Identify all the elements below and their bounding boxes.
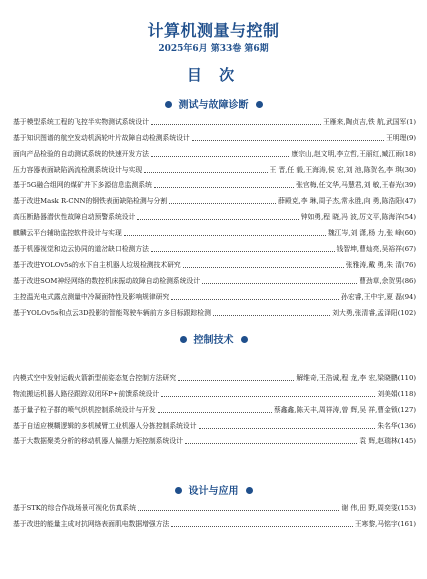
entry-authors-page bbox=[359, 435, 416, 447]
entry-page: 94 bbox=[404, 292, 414, 301]
entry-page: 145 bbox=[400, 437, 414, 446]
paren-close: ) bbox=[413, 133, 416, 142]
entry-page: 47 bbox=[404, 197, 414, 206]
entry-authors: 钱智坤,曹灿亮,吴裕祥 bbox=[336, 245, 403, 254]
entry-authors-page bbox=[359, 275, 416, 287]
bullet-dot-icon bbox=[175, 487, 182, 494]
paren-close: ) bbox=[413, 503, 416, 512]
paren-close: ) bbox=[413, 519, 416, 528]
dot-leader bbox=[137, 219, 298, 220]
paren-open: ( bbox=[402, 245, 405, 254]
section-entries-design bbox=[13, 498, 416, 530]
paren-close: ) bbox=[413, 292, 416, 301]
entry-authors-page bbox=[346, 259, 416, 271]
entry-authors: 王雁来,陶贞吉,铁 航,武国军 bbox=[322, 117, 407, 126]
paren-open: ( bbox=[397, 389, 401, 398]
paren-close: ) bbox=[413, 389, 416, 398]
toc-entry[interactable] bbox=[13, 239, 416, 255]
paren-open: ( bbox=[397, 437, 401, 446]
entry-title: 基于机器视觉和边云协同的道岔缺口检测方法 bbox=[13, 245, 149, 254]
paren-close: ) bbox=[413, 373, 416, 382]
paren-close: ) bbox=[413, 149, 416, 158]
toc-entry[interactable] bbox=[13, 128, 416, 144]
paren-open: ( bbox=[397, 503, 401, 512]
entry-authors-page bbox=[328, 227, 416, 239]
entry-authors: 朱名华 bbox=[377, 421, 398, 430]
entry-page: 54 bbox=[404, 213, 414, 222]
toc-entry[interactable] bbox=[13, 271, 416, 287]
paren-open: ( bbox=[402, 165, 405, 174]
section-entries-control bbox=[13, 368, 416, 447]
entry-authors-page bbox=[270, 164, 416, 176]
bullet-dot-icon bbox=[256, 101, 263, 108]
dot-leader bbox=[171, 526, 352, 527]
entry-page: 118 bbox=[400, 389, 414, 398]
paren-close: ) bbox=[413, 405, 416, 414]
entry-page: 86 bbox=[404, 276, 414, 285]
entry-authors: 曹劲草,余贺男 bbox=[359, 276, 403, 285]
dot-leader bbox=[192, 140, 384, 141]
entry-authors-page bbox=[377, 420, 416, 432]
entry-title: 基于自适应模糊逻辑的多机械臂工业机器人分拣控制系统设计 bbox=[13, 421, 197, 430]
dot-leader bbox=[154, 187, 294, 188]
toc-entry[interactable] bbox=[13, 160, 416, 176]
entry-authors: 张雅涛,戴 勇,朱 清 bbox=[345, 260, 403, 269]
entry-authors: 孙宏睿,王中宇,夏 磊 bbox=[341, 292, 403, 301]
dot-leader bbox=[171, 299, 339, 300]
entry-authors: 谢 伟,田 野,周奕雯 bbox=[341, 503, 398, 512]
paren-close: ) bbox=[413, 181, 416, 190]
paren-open: ( bbox=[406, 117, 410, 126]
paren-open: ( bbox=[402, 213, 405, 222]
dot-leader bbox=[183, 267, 344, 268]
toc-entry[interactable] bbox=[13, 400, 416, 416]
toc-entry[interactable] bbox=[13, 303, 416, 319]
entry-title: 基于知识图谱的航空发动机涡轮叶片故障自动检测系统设计 bbox=[13, 133, 190, 142]
dot-leader bbox=[158, 412, 272, 413]
entry-authors-page bbox=[296, 372, 416, 384]
entry-authors: 康宗山,赵文明,李立哲,王丽红,臧江雨 bbox=[291, 149, 403, 158]
entry-authors-page bbox=[323, 116, 416, 128]
paren-close: ) bbox=[413, 437, 416, 446]
paren-close: ) bbox=[413, 229, 416, 238]
entry-page: 1 bbox=[409, 117, 414, 126]
paren-open: ( bbox=[397, 308, 401, 317]
entry-authors: 刘大勇,张清睿,孟泽阳 bbox=[332, 308, 398, 317]
entry-title: 基于量子粒子群的喷气织机控制系统设计与开发 bbox=[13, 405, 156, 414]
entry-page: 102 bbox=[400, 308, 414, 317]
toc-heading: 目 次 bbox=[186, 66, 241, 84]
dot-leader bbox=[185, 443, 357, 444]
issue-line: 2025年6月 第33卷 第6期 bbox=[158, 44, 269, 54]
entry-authors-page bbox=[341, 291, 416, 303]
toc-entry[interactable] bbox=[13, 176, 416, 192]
section-title: 控制技术 bbox=[193, 335, 234, 346]
journal-title: 计算机测量与控制 bbox=[147, 21, 280, 40]
toc-entry[interactable] bbox=[13, 514, 416, 530]
entry-title: 基于改进的能量主成对抗网络表面肌电数据增强方法 bbox=[13, 519, 170, 528]
paren-open: ( bbox=[406, 133, 410, 142]
entry-authors: 王 晋,任 毅,王海涛,侯 宏,刘 池,陈贺名,李 琪 bbox=[269, 165, 403, 174]
bullet-dot-icon bbox=[165, 101, 172, 108]
toc-entry[interactable] bbox=[13, 255, 416, 271]
entry-title: 面向产品检验的自动测试系统的快速开发方法 bbox=[13, 149, 149, 158]
paren-open: ( bbox=[402, 276, 405, 285]
dot-leader bbox=[151, 124, 321, 125]
paren-open: ( bbox=[402, 292, 405, 301]
entry-authors-page bbox=[377, 388, 416, 400]
entry-authors-page bbox=[341, 502, 416, 514]
entry-authors: 蔡鑫鑫,陈天丰,周祥涛,曾 辉,吴 祥,曹金锁 bbox=[273, 405, 398, 414]
entry-authors-page bbox=[337, 243, 416, 255]
section-title: 测试与故障诊断 bbox=[178, 100, 249, 111]
entry-authors: 刘美娟 bbox=[377, 389, 398, 398]
entry-title: 基于YOLOv5s和点云3D投影的智能驾驶车辆前方多目标跟踪检测 bbox=[13, 308, 211, 317]
paren-open: ( bbox=[402, 149, 405, 158]
entry-authors: 张官梅,任文华,马慧君,刘 敏,王春光 bbox=[296, 181, 403, 190]
section-header-testing bbox=[0, 96, 427, 111]
entry-authors-page bbox=[332, 307, 416, 319]
entry-title: 基于大数据聚类分析的移动机器人偏摆力矩控制系统设计 bbox=[13, 437, 183, 446]
bullet-dot-icon bbox=[180, 336, 187, 343]
paren-open: ( bbox=[402, 181, 405, 190]
dot-leader bbox=[151, 251, 335, 252]
bullet-dot-icon bbox=[241, 336, 248, 343]
entry-title: 压力容器表面缺陷涡流检测系统设计与实现 bbox=[13, 165, 143, 174]
entry-authors: 王明理 bbox=[385, 133, 407, 142]
dot-leader bbox=[151, 156, 289, 157]
entry-title: 主控温光电式露点测量中冷凝面特性及影响规律研究 bbox=[13, 292, 170, 301]
paren-close: ) bbox=[413, 117, 416, 126]
entry-page: 67 bbox=[404, 245, 414, 254]
entry-authors-page bbox=[278, 195, 416, 207]
paren-close: ) bbox=[413, 421, 416, 430]
entry-page: 110 bbox=[400, 373, 414, 382]
entry-title: 高压断路器潜伏性故障自动预警系统设计 bbox=[13, 213, 136, 222]
entry-page: 60 bbox=[404, 229, 414, 238]
paren-close: ) bbox=[413, 308, 416, 317]
toc-entry[interactable] bbox=[13, 191, 416, 207]
dot-leader bbox=[138, 510, 339, 511]
toc-entry[interactable] bbox=[13, 432, 416, 448]
entry-page: 76 bbox=[404, 260, 414, 269]
entry-page: 30 bbox=[404, 165, 414, 174]
entry-authors: 钟如勇,程 晓,冯 波,厉文平,陈海洋 bbox=[300, 213, 403, 222]
entry-authors: 薛殿克,李 琳,周子杰,常永胜,向 勇,陈浩阳 bbox=[278, 197, 403, 206]
entry-page: 9 bbox=[409, 133, 414, 142]
paren-close: ) bbox=[413, 197, 416, 206]
toc-entry[interactable] bbox=[13, 368, 416, 384]
dot-leader bbox=[178, 380, 294, 381]
entry-title: 基于模型系统工程的飞控半实物测试系统设计 bbox=[13, 117, 149, 126]
paren-open: ( bbox=[402, 229, 405, 238]
entry-authors-page bbox=[291, 148, 416, 160]
toc-entry[interactable] bbox=[13, 384, 416, 400]
entry-authors: 王寒黎,马铭宇 bbox=[354, 519, 398, 528]
entry-title: 基于STK的综合作战场景可视化仿真系统 bbox=[13, 503, 137, 512]
entry-title: 内模式空中发射运载火箭新型前姿态复合控制方法研究 bbox=[13, 373, 177, 382]
paren-open: ( bbox=[402, 197, 405, 206]
section-header-design bbox=[0, 482, 427, 497]
entry-authors: 魏江岑,刘 潇,杨 力,张 峰 bbox=[327, 229, 403, 238]
entry-page: 127 bbox=[400, 405, 414, 414]
bullet-dot-icon bbox=[246, 487, 253, 494]
section-title: 设计与应用 bbox=[188, 486, 239, 497]
paren-close: ) bbox=[413, 245, 416, 254]
paren-open: ( bbox=[397, 519, 401, 528]
entry-authors-page bbox=[274, 404, 416, 416]
paren-close: ) bbox=[413, 213, 416, 222]
entry-page: 18 bbox=[404, 149, 414, 158]
toc-entry[interactable] bbox=[13, 207, 416, 223]
entry-authors: 解维奇,王浩诚,程 龙,李 宏,梁晓鹏 bbox=[296, 373, 398, 382]
entry-title: 物流搬运机器人路径跟踪双闭环P+前馈系统设计 bbox=[13, 389, 160, 398]
entry-title: 基于5G融合组网的煤矿井下多源信息监测系统 bbox=[13, 181, 152, 190]
entry-authors-page bbox=[386, 132, 416, 144]
dot-leader bbox=[161, 396, 375, 397]
dot-leader bbox=[213, 315, 330, 316]
dot-leader bbox=[144, 172, 267, 173]
toc-entry[interactable] bbox=[13, 144, 416, 160]
paren-open: ( bbox=[397, 405, 401, 414]
dot-leader bbox=[169, 203, 276, 204]
entry-title: 基于改进YOLOv5s的水下自主机器人垃圾检测技术研究 bbox=[13, 260, 181, 269]
paren-close: ) bbox=[413, 165, 416, 174]
dot-leader bbox=[202, 283, 357, 284]
section-entries-testing bbox=[13, 112, 416, 319]
entry-title: 基于改进SOM神经网络的数控机床振动故障自动检测系统设计 bbox=[13, 276, 201, 285]
entry-authors-page bbox=[296, 179, 416, 191]
toc-entry[interactable] bbox=[13, 287, 416, 303]
entry-title: 基于改进Mask R-CNN的钢铁表面缺陷检测与分割 bbox=[13, 197, 168, 206]
entry-page: 39 bbox=[404, 181, 414, 190]
section-header-control bbox=[0, 331, 427, 346]
toc-entry[interactable] bbox=[13, 498, 416, 514]
entry-page: 161 bbox=[400, 519, 414, 528]
entry-title: 麒麟云平台辅助监控软件设计与实现 bbox=[13, 229, 122, 238]
paren-close: ) bbox=[413, 260, 416, 269]
paren-open: ( bbox=[397, 373, 401, 382]
toc-entry[interactable] bbox=[13, 416, 416, 432]
entry-authors-page bbox=[355, 518, 416, 530]
paren-close: ) bbox=[413, 276, 416, 285]
entry-authors: 袁 辉,赵瑞林 bbox=[359, 437, 398, 446]
entry-authors-page bbox=[301, 211, 416, 223]
toc-entry[interactable] bbox=[13, 223, 416, 239]
paren-open: ( bbox=[397, 421, 401, 430]
toc-entry[interactable] bbox=[13, 112, 416, 128]
entry-page: 153 bbox=[400, 503, 414, 512]
paren-open: ( bbox=[402, 260, 405, 269]
entry-page: 136 bbox=[400, 421, 414, 430]
dot-leader bbox=[199, 428, 376, 429]
dot-leader bbox=[124, 235, 326, 236]
